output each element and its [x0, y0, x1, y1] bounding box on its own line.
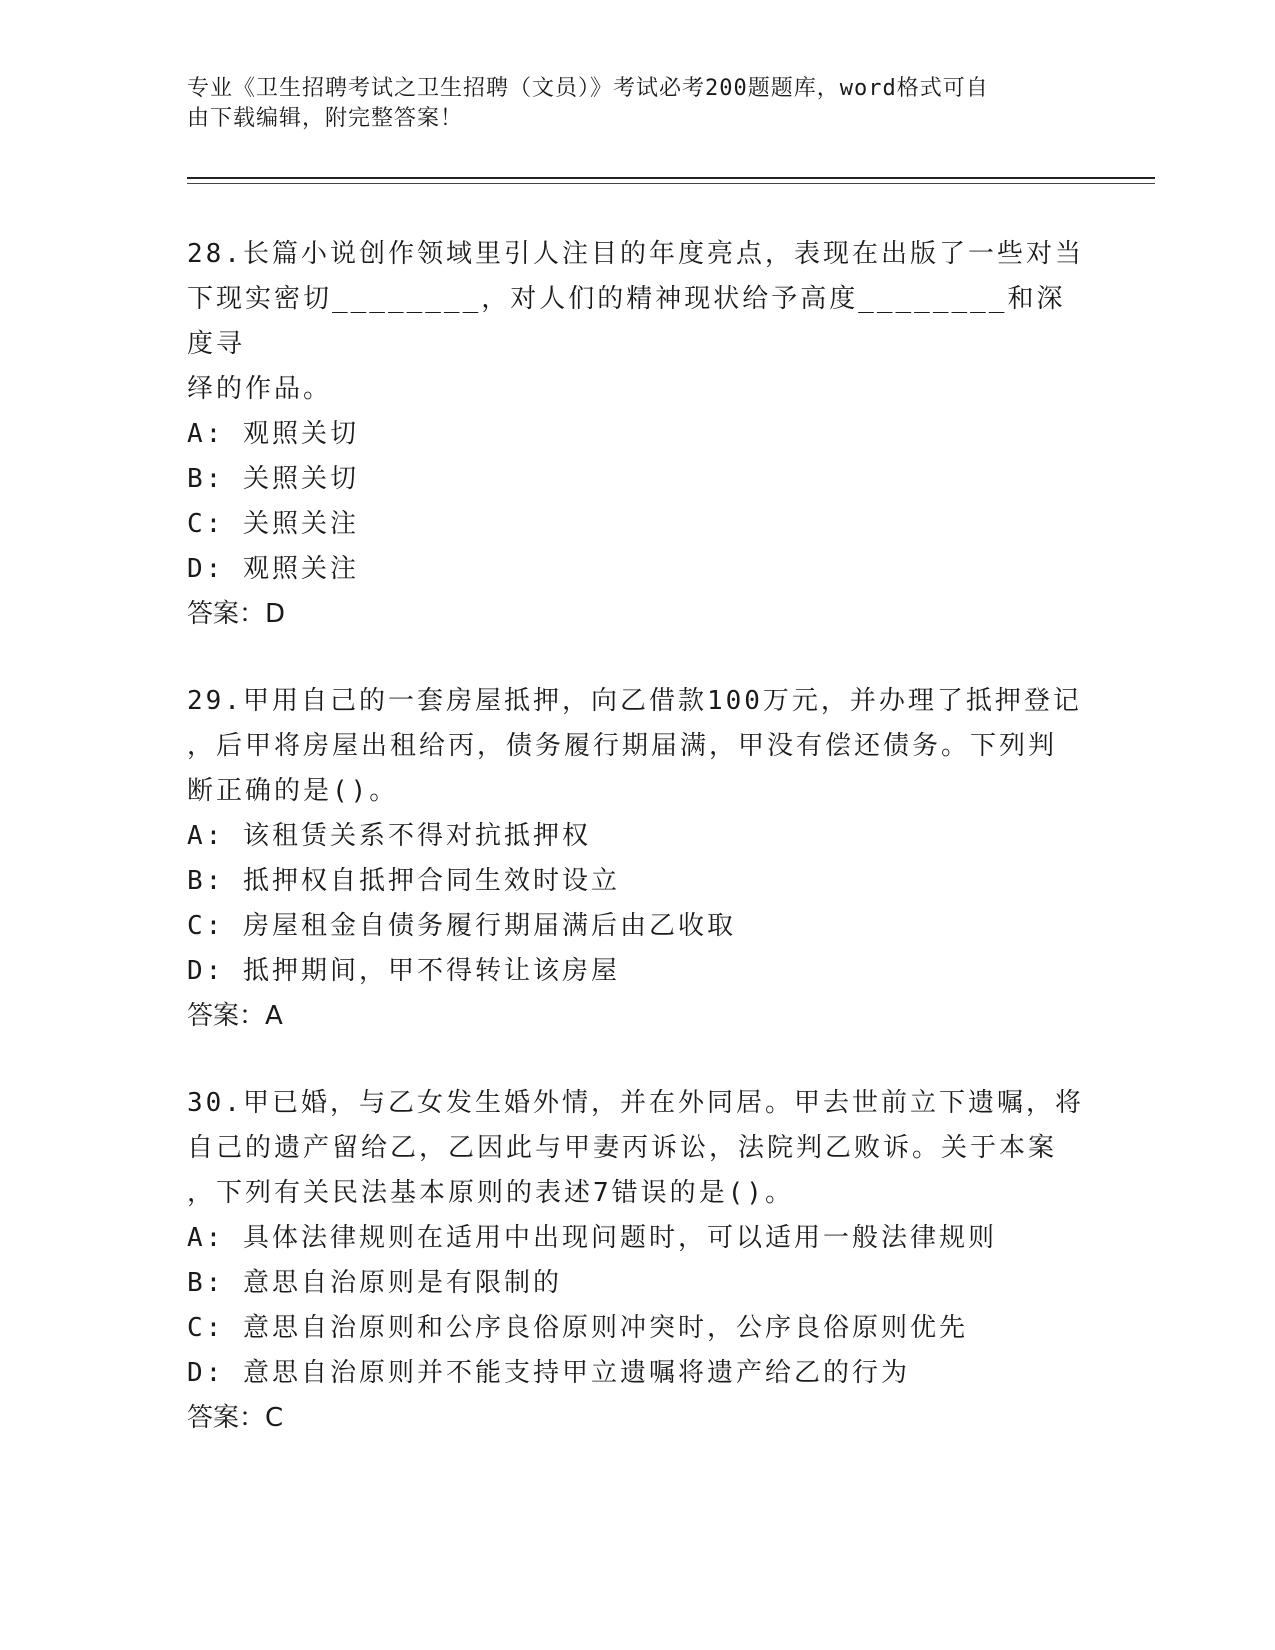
answer: 答案：C — [187, 1403, 284, 1433]
answer: 答案：A — [187, 1001, 283, 1031]
option-a: A: 该租赁关系不得对抗抵押权 — [187, 821, 591, 851]
option-b: B: 意思自治原则是有限制的 — [187, 1268, 562, 1298]
option-d: D: 观照关注 — [187, 554, 359, 584]
question-list — [187, 232, 1087, 1483]
question-29 — [187, 679, 1087, 1039]
option-c: C: 意思自治原则和公序良俗原则冲突时，公序良俗原则优先 — [187, 1313, 968, 1343]
answer: 答案：D — [187, 599, 286, 629]
option-c: C: 房屋租金自债务履行期届满后由乙收取 — [187, 911, 736, 941]
option-a: A: 具体法律规则在适用中出现问题时，可以适用一般法律规则 — [187, 1223, 997, 1253]
document-header — [187, 74, 1067, 134]
question-stem-line: 绎的作品。 — [187, 374, 333, 404]
question-stem-line: ，后甲将房屋出租给丙，债务履行期届满，甲没有偿还债务。下列判 — [187, 731, 1058, 761]
option-d: D: 意思自治原则并不能支持甲立遗嘱将遗产给乙的行为 — [187, 1358, 910, 1388]
question-stem-line: ，下列有关民法基本原则的表述7错误的是()。 — [187, 1178, 794, 1208]
option-a: A: 观照关切 — [187, 419, 359, 449]
question-stem-line: 28.长篇小说创作领域里引人注目的年度亮点，表现在出版了一些对当 — [187, 239, 1084, 269]
header-divider-thick — [187, 177, 1155, 179]
question-30 — [187, 1081, 1087, 1441]
option-c: C: 关照关注 — [187, 509, 359, 539]
header-line-2: 由下载编辑，附完整答案！ — [187, 106, 464, 131]
option-b: B: 抵押权自抵押合同生效时设立 — [187, 866, 620, 896]
question-stem-line: 自己的遗产留给乙，乙因此与甲妻丙诉讼，法院判乙败诉。关于本案 — [187, 1133, 1058, 1163]
option-b: B: 关照关切 — [187, 464, 359, 494]
question-28 — [187, 232, 1087, 637]
question-stem-line: 30.甲已婚，与乙女发生婚外情，并在外同居。甲去世前立下遗嘱，将 — [187, 1088, 1084, 1118]
question-stem-line: 下现实密切________，对人们的精神现状给予高度________和深度寻 — [187, 284, 1066, 359]
option-d: D: 抵押期间，甲不得转让该房屋 — [187, 956, 620, 986]
question-stem-line: 29.甲用自己的一套房屋抵押，向乙借款100万元，并办理了抵押登记 — [187, 686, 1082, 716]
header-divider-thin — [187, 183, 1155, 184]
question-stem-line: 断正确的是()。 — [187, 776, 399, 806]
header-line-1: 专业《卫生招聘考试之卫生招聘（文员）》考试必考200题题库，word格式可自 — [187, 76, 989, 101]
